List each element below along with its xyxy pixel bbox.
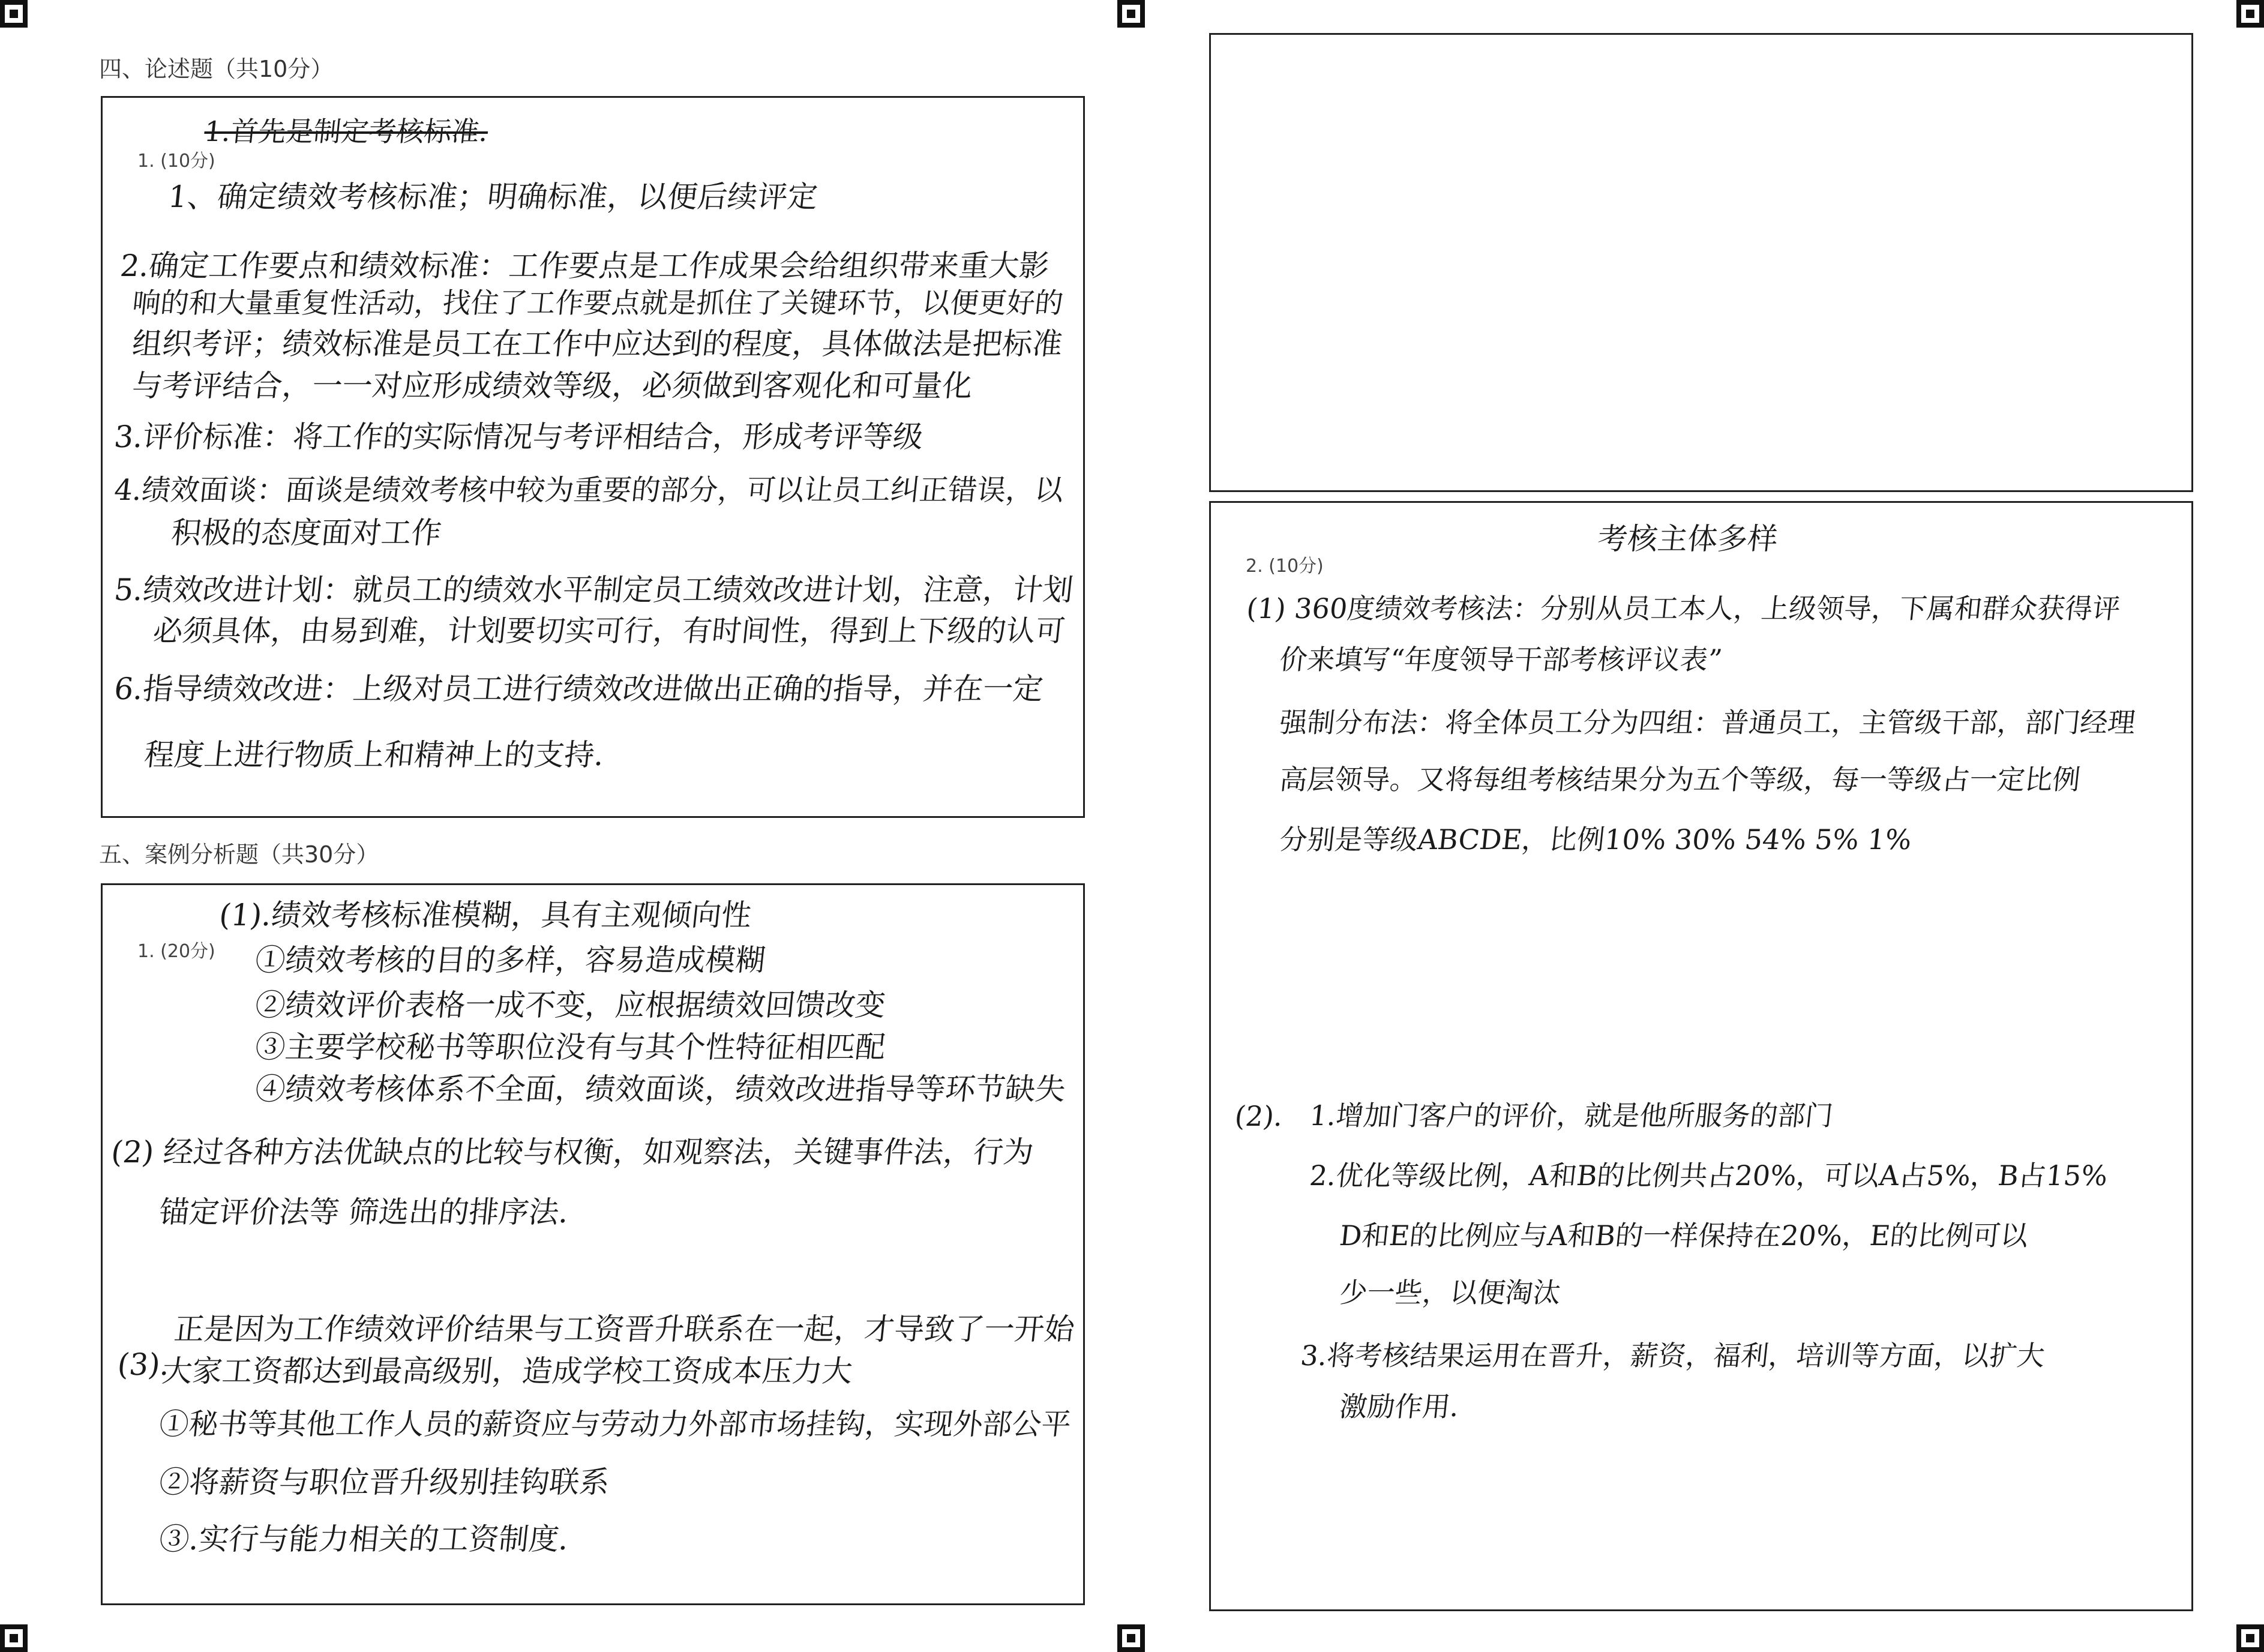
answer-line: 少一些，以便淘汰 (1338, 1276, 1563, 1309)
inserted-note: 考核主体多样 (1596, 521, 1780, 556)
registration-marker-top-center (1117, 0, 1145, 28)
answer-line: 4.绩效面谈：面谈是绩效考核中较为重要的部分，可以让员工纠正错误，以 (112, 473, 1066, 507)
answer-line: (1).绩效考核标准模糊，具有主观倾向性 (217, 898, 754, 933)
answer-line: ③主要学校秘书等职位没有与其个性特征相匹配 (253, 1030, 887, 1065)
answer-line: 响的和大量重复性活动，找住了工作要点就是抓住了关键环节，以便更好的 (130, 287, 1065, 320)
answer-line: 5.绩效改进计划：就员工的绩效水平制定员工绩效改进计划，注意，计划 (112, 572, 1075, 607)
question-label: 1. (20分) (137, 941, 215, 962)
registration-marker-bottom-left (0, 1624, 28, 1652)
answer-box-q5-1 (101, 883, 1085, 1605)
answer-line: 分别是等级ABCDE，比例10% 30% 54% 5% 1% (1278, 823, 1914, 856)
question-label: 2. (10分) (1246, 556, 1324, 577)
answer-line: D和E的比例应与A和B的一样保持在20%，E的比例可以 (1338, 1219, 2030, 1252)
answer-line: ②绩效评价表格一成不变，应根据绩效回馈改变 (253, 988, 887, 1023)
answer-line: 正是因为工作绩效评价结果与工资晋升联系在一起，才导致了一开始 (172, 1312, 1076, 1347)
answer-line: (2). (1233, 1100, 1285, 1132)
answer-line: 高层领导。又将每组考核结果分为五个等级，每一等级占一定比例 (1278, 763, 2082, 796)
answer-line: 程度上进行物质上和精神上的支持. (142, 737, 606, 772)
answer-line: 与考评结合，一一对应形成绩效等级，必须做到客观化和可量化 (130, 368, 974, 403)
answer-line: (3). (115, 1347, 172, 1382)
registration-marker-top-left (0, 0, 28, 28)
answer-line: ①秘书等其他工作人员的薪资应与劳动力外部市场挂钩，实现外部公平 (157, 1407, 1073, 1441)
answer-line: 强制分布法：将全体员工分为四组：普通员工，主管级干部，部门经理 (1278, 706, 2137, 739)
answer-line: 组织考评；绩效标准是员工在工作中应达到的程度，具体做法是把标准 (130, 326, 1064, 361)
question-label: 1. (10分) (137, 151, 215, 172)
answer-line: 2.确定工作要点和绩效标准：工作要点是工作成果会给组织带来重大影 (118, 248, 1051, 283)
struck-out-heading: 1.首先是制定考核标准. (202, 115, 490, 148)
answer-line: 必须具体，由易到难，计划要切实可行，有时间性，得到上下级的认可 (151, 614, 1067, 648)
answer-line: 6.指导绩效改进：上级对员工进行绩效改进做出正确的指导，并在一定 (112, 671, 1045, 706)
answer-line: 大家工资都达到最高级别，造成学校工资成本压力大 (160, 1354, 854, 1389)
answer-line: ①绩效考核的目的多样，容易造成模糊 (253, 943, 767, 978)
answer-line: 1、确定绩效考核标准；明确标准，以便后续评定 (166, 179, 820, 214)
answer-line: 锚定评价法等 筛选出的排序法. (157, 1195, 571, 1230)
answer-line: 3.评价标准：将工作的实际情况与考评相结合，形成考评等级 (112, 419, 925, 454)
answer-line: 2.优化等级比例，A和B的比例共占20%，可以A占5%，B占15% (1308, 1159, 2109, 1192)
registration-marker-bottom-right (2236, 1624, 2264, 1652)
answer-line: 3.将考核结果运用在晋升，薪资，福利，培训等方面，以扩大 (1299, 1339, 2047, 1372)
registration-marker-top-right (2236, 0, 2264, 28)
answer-line: 积极的态度面对工作 (169, 515, 443, 550)
answer-line: (1) 360度绩效考核法：分别从员工本人，上级领导，下属和群众获得评 (1245, 592, 2122, 625)
answer-line: ③.实行与能力相关的工资制度. (157, 1522, 571, 1557)
answer-box-q4-1 (101, 96, 1085, 818)
registration-marker-bottom-center (1117, 1624, 1145, 1652)
answer-line: (2) 经过各种方法优缺点的比较与权衡，如观察法，关键事件法，行为 (109, 1135, 1036, 1170)
answer-line: 1.增加门客户的评价，就是他所服务的部门 (1308, 1099, 1835, 1132)
section-4-title: 四、论述题（共10分） (99, 56, 334, 82)
answer-line: 价来填写“年度领导干部考核评议表” (1278, 643, 1724, 676)
answer-line: ④绩效考核体系不全面，绩效面谈，绩效改进指导等环节缺失 (253, 1072, 1067, 1107)
answer-line: ②将薪资与职位晋升级别挂钩联系 (157, 1465, 611, 1500)
answer-box-q2 (1209, 501, 2193, 1611)
section-5-title: 五、案例分析题（共30分） (99, 841, 379, 868)
answer-box-empty (1209, 33, 2193, 492)
answer-line: 激励作用. (1338, 1390, 1461, 1423)
